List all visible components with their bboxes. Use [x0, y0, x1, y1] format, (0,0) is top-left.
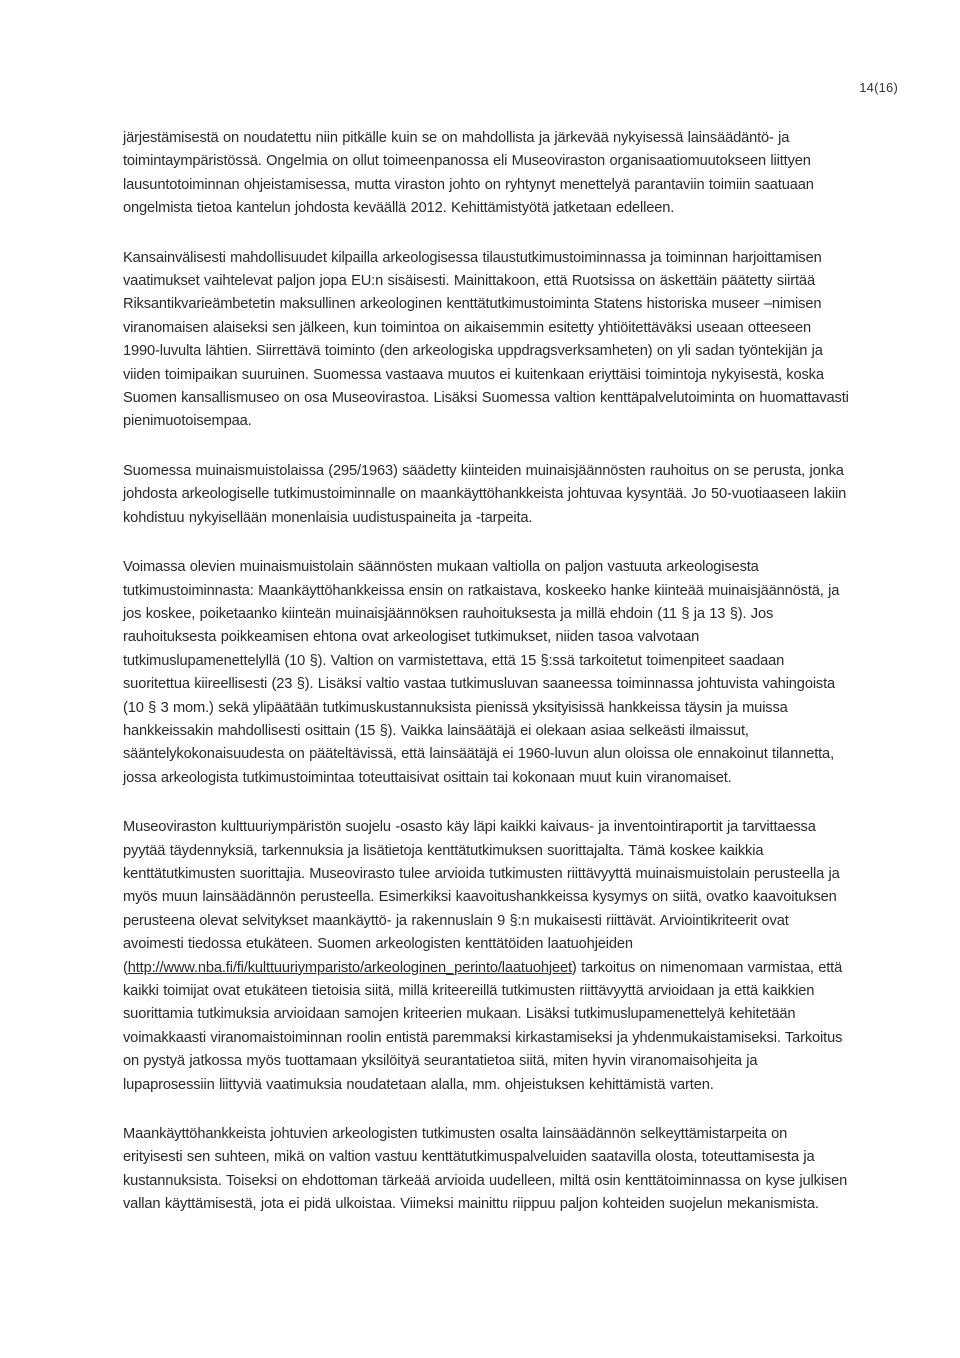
paragraph — [123, 246, 895, 433]
text-line: lausuntotoiminnan ohjeistamisessa, mutta viraston johto on ryhtynyt menettelyä parantaviin toimiin saatuaan — [123, 175, 814, 193]
text-line: jossa arkeologista tutkimustoimintaa toteuttaisivat osittain tai kokonaan muut kuin viranomaiset. — [123, 768, 732, 786]
text-line: suorittamia tutkimuksia arvioidaan samojen kriteerien mukaan. Lisäksi tutkimuslupamenettelyä kehitetään — [123, 1005, 796, 1023]
text-line: toimintaympäristössä. Ongelmia on ollut toimeenpanossa eli Museoviraston organisaatiomuutokseen liittyen — [123, 152, 811, 170]
text-line: viranomaisen alaiseksi sen jälkeen, kun toimintoa on aikaisemmin esitetty yhtiöitettäväksi useaan otteeseen — [123, 318, 811, 336]
text-line: tutkimustoiminnasta: Maankäyttöhankkeissa ensin on ratkaistava, koskeeko hanke kiinteää muinaisjäännöstä, ja — [123, 581, 840, 599]
text-line: erityisesti sen suhteen, mikä on valtion vastuu kenttätutkimuspalveluiden saatavilla olosta, toteuttamisesta ja — [123, 1148, 815, 1166]
text-line: Suomessa muinaismuistolaissa (295/1963) säädetty kiinteiden muinaisjäännösten rauhoitus on se perusta, jonka — [123, 461, 844, 479]
text-line: (10 § 3 mom.) sekä ylipäätään tutkimuskustannuksista pienissä yksityisissä hankkeissa täysin ja muissa — [123, 698, 788, 716]
text-line: tutkimuslupamenettelyllä (10 §). Valtion on varmistettava, että 15 §:ssä tarkoitetut toimenpiteet saadaan — [123, 651, 785, 669]
text-line: sääntelykokonaisuudesta on pääteltävissä, että lainsäätäjä ei 1960-luvun alun oloissa ole ennakoinut tilannetta, — [123, 745, 835, 763]
link-prefix: ( — [123, 958, 128, 976]
text-line: kohdistuu nykyisellään monenlaisia uudistuspaineita ja -tarpeita. — [123, 508, 533, 526]
text-line: Riksantikvarieämbetetin maksullinen arkeologinen kenttätutkimustoiminta Statens historiska museer –nimisen — [123, 295, 822, 313]
text-line: kenttätutkimusten suorittajia. Museovirasto tulee arvioida tutkimusten riittävyyttä muinaismuistolain perusteella ja — [123, 864, 840, 882]
text-line: Museoviraston kulttuuriympäristön suojelu -osasto käy läpi kaikki kaivaus- ja inventointiraportit ja tarvittaessa — [123, 818, 816, 836]
text-line: johdosta arkeologiselle tutkimustoiminnalle on maankäyttöhankkeista johtuvaa kysyntää. Jo 50-vuotiaaseen lakiin — [123, 485, 847, 503]
paragraph — [123, 126, 895, 220]
paragraph — [123, 555, 895, 789]
paragraph — [123, 1122, 895, 1216]
text-line: avoimesti tiedossa etukäteen. Suomen arkeologisten kenttätöiden laatuohjeiden — [123, 935, 633, 953]
document-body — [123, 126, 898, 1242]
text-line: suoritettua kiireellisesti (23 §). Lisäksi valtio vastaa tutkimusluvan saaneessa toiminnassa johtuvista vahingoista — [123, 675, 836, 693]
text-line: 1990-luvulta lähtien. Siirrettävä toiminto (den arkeologiska uppdragsverksamheten) on yli sadan työntekijän ja — [123, 342, 823, 360]
text-line: Kansainvälisesti mahdollisuudet kilpailla arkeologisessa tilaustutkimustoiminnassa ja toiminnan harjoittamisen — [123, 248, 822, 266]
text-line: myös muun lainsäädännön perusteella. Esimerkiksi kaavoitushankkeissa kysymys on siitä, ovatko kaavoituksen — [123, 888, 837, 906]
text-line: vaatimukset vaihtelevat paljon jopa EU:n sisäisesti. Mainittakoon, että Ruotsissa on äskettäin päätetty siirtää — [123, 272, 815, 290]
link-suffix: ) tarkoitus on nimenomaan varmistaa, että — [571, 958, 843, 976]
paragraph — [123, 459, 895, 529]
text-line: pyytää täydennyksiä, tarkennuksia ja lisätietoja kenttätutkimuksen suorittajalta. Tämä koskee kaikkia — [123, 841, 764, 859]
text-line: kaikki toimijat ovat etukäteen tietoisia siitä, millä kriteereillä tutkimusten riittävyyttä arvioidaan ja että kaikkien — [123, 982, 815, 999]
text-line: on pystyä jatkossa myös tuottamaan yksilöityä seurantatietoa siitä, miten hyvin viranomaisohjeita ja — [123, 1052, 758, 1070]
text-line: lupaprosessiin liittyviä vaatimuksia noudatetaan alalla, mm. ohjeistuksen kehittämistä varten. — [123, 1075, 714, 1093]
text-line: perusteena olevat selvitykset maankäyttö- ja rakennuslain 9 §:n mukaisesti riittävät. Arviointikriteerit ovat — [123, 911, 789, 929]
text-line: voimakkaasti viranomaistoiminnan roolin entistä paremmaksi kirkastamiseksi ja yhdenmukaistamiseksi. Tarkoitus — [123, 1028, 843, 1046]
text-line-with-link — [123, 956, 895, 979]
text-line: jos koskee, poiketaanko kiinteän muinaisjäännöksen rauhoituksesta ja millä ehdoin (11 § ja 13 §). Jos — [123, 604, 774, 622]
text-line: hankkeissakin mahdollisesti osittain (15 §). Vaikka lainsäätäjä ei olekaan asiaa selkeästi ilmaissut, — [123, 721, 749, 739]
paragraph — [123, 815, 895, 1096]
text-line: rauhoituksesta poikkeamisen ehtona ovat arkeologiset tutkimukset, niiden tasoa valvotaan — [123, 628, 700, 646]
text-line: kustannuksista. Toiseksi on ehdottoman tärkeää arvioida uudelleen, miltä osin kenttätoiminnassa on kyse julkisen — [123, 1171, 848, 1189]
text-line: vallan käyttämisestä, jota ei pidä ulkoistaa. Viimeksi mainittu riippuu paljon kohteiden suojelun mekanismista. — [123, 1195, 819, 1213]
text-line: pienimuotoisempaa. — [123, 412, 252, 430]
laatuohjeet-link[interactable]: http://www.nba.fi/fi/kulttuuriymparisto/arkeologinen_perinto/laatuohjeet — [127, 958, 572, 976]
text-line: Voimassa olevien muinaismuistolain säännösten mukaan valtiolla on paljon vastuuta arkeologisesta — [123, 558, 759, 576]
page-number: 14(16) — [859, 80, 898, 95]
text-line: järjestämisestä on noudatettu niin pitkälle kuin se on mahdollista ja järkevää nykyisessä lainsäädäntö- ja — [123, 129, 790, 146]
text-line: viiden toimipaikan suuruinen. Suomessa vastaava muutos ei kuitenkaan eriyttäisi toimintoja nykyisestä, koska — [123, 365, 824, 383]
text-line: ongelmista tietoa kantelun johdosta keväällä 2012. Kehittämistyötä jatketaan edelleen. — [123, 199, 675, 217]
text-line: Suomen kansallismuseo on osa Museovirastoa. Lisäksi Suomessa valtion kenttäpalvelutoiminta on huomattavasti — [123, 389, 849, 407]
text-line: Maankäyttöhankkeista johtuvien arkeologisten tutkimusten osalta lainsäädännön selkeyttämistarpeita on — [123, 1125, 788, 1143]
